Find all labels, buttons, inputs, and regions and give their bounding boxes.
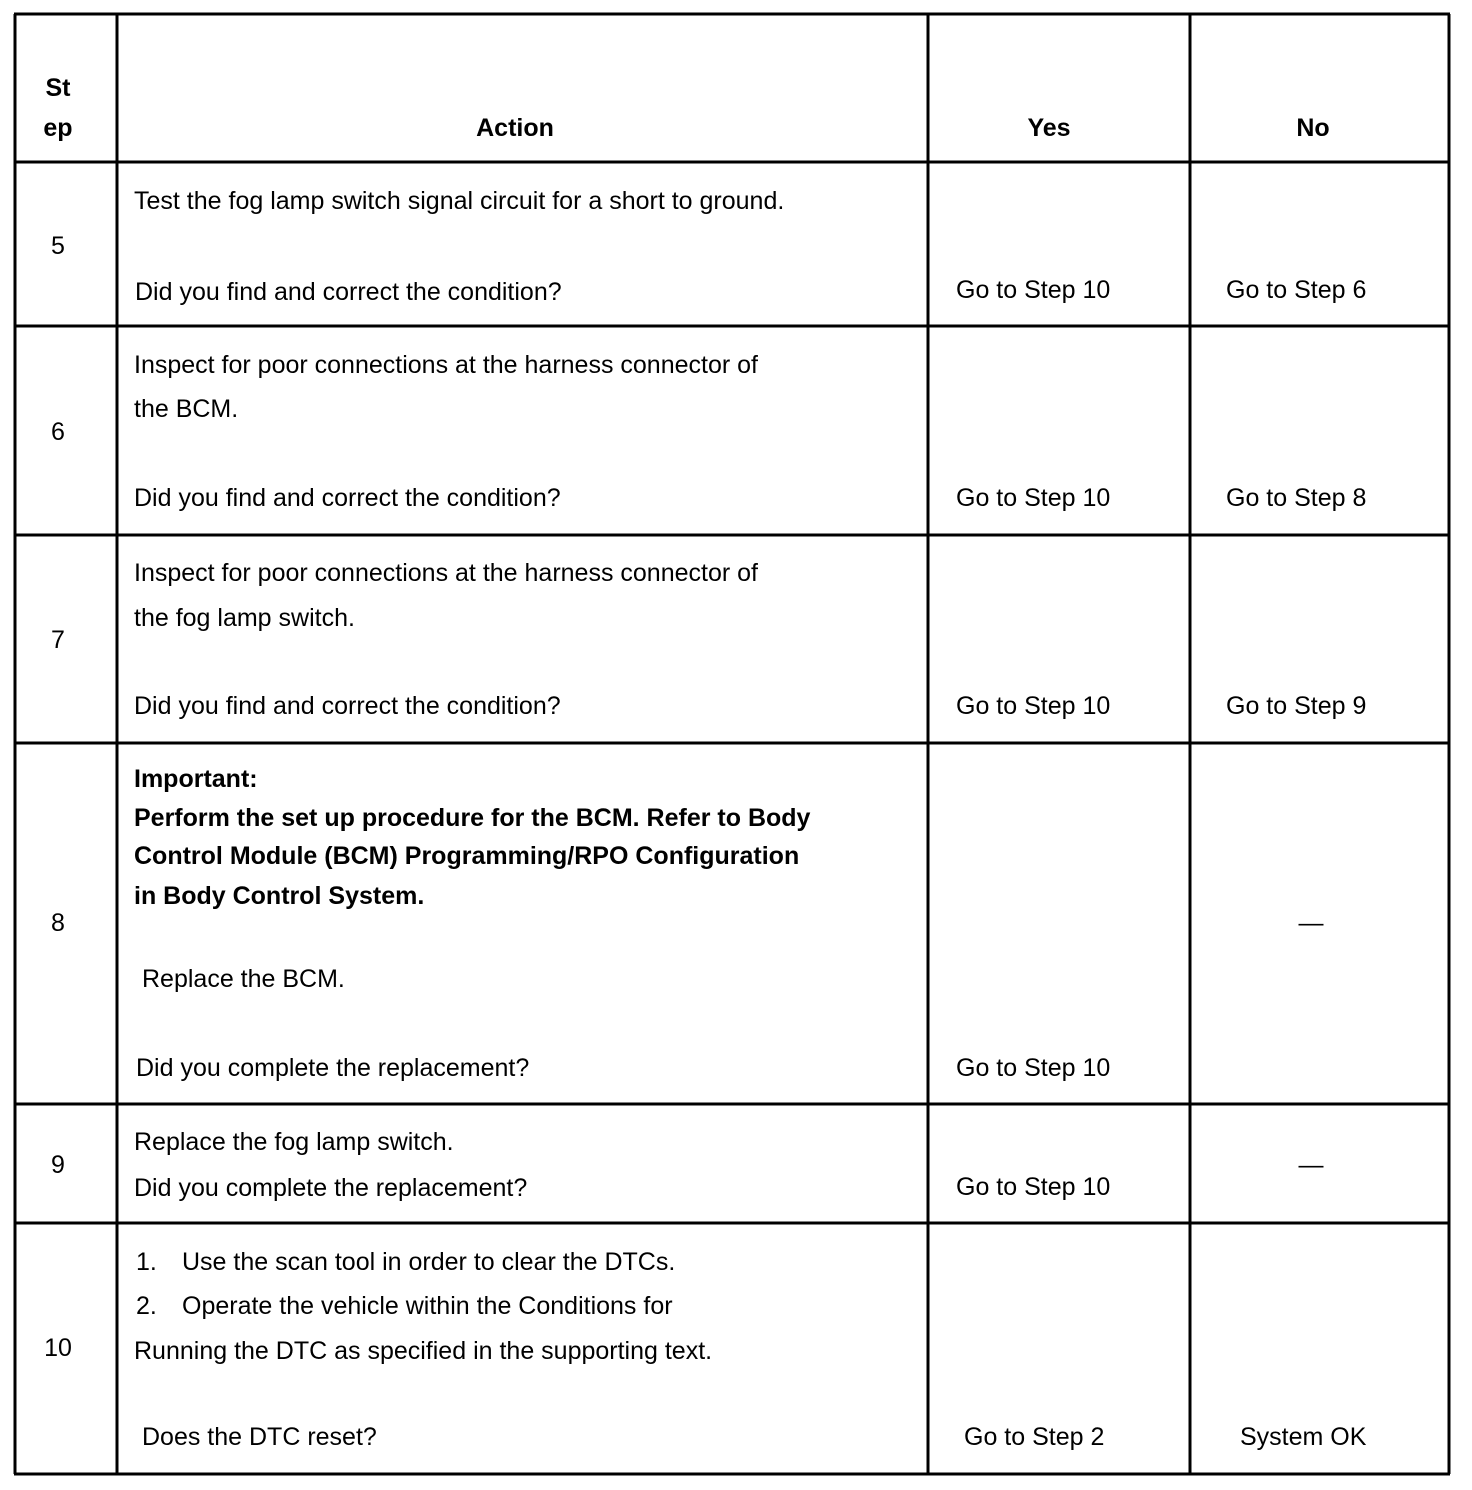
- yes-result: Go to Step 2: [964, 1423, 1105, 1451]
- step-number: 7: [51, 626, 65, 654]
- important-label: Important:: [134, 765, 258, 793]
- action-question: Did you complete the replacement?: [136, 1054, 530, 1082]
- step-number: 8: [51, 909, 65, 937]
- action-text: Running the DTC as specified in the supporting text.: [134, 1337, 713, 1365]
- action-text: Replace the BCM.: [142, 965, 345, 993]
- yes-result: Go to Step 10: [956, 484, 1111, 512]
- action-text: Test the fog lamp switch signal circuit for a short to ground.: [134, 187, 785, 215]
- no-result: System OK: [1240, 1423, 1367, 1451]
- no-result: Go to Step 8: [1226, 484, 1367, 512]
- action-text: Inspect for poor connections at the harness connector of: [134, 351, 758, 379]
- list-number: 1.: [136, 1248, 157, 1276]
- action-question: Did you find and correct the condition?: [134, 692, 561, 720]
- yes-result: Go to Step 10: [956, 1173, 1111, 1201]
- header-no: No: [1296, 114, 1330, 142]
- list-item: Use the scan tool in order to clear the DTCs.: [182, 1248, 676, 1276]
- yes-result: Go to Step 10: [956, 1054, 1111, 1082]
- list-number: 2.: [136, 1292, 157, 1320]
- action-question: Did you find and correct the condition?: [134, 484, 561, 512]
- step-number: 10: [44, 1334, 72, 1362]
- no-result: —: [1298, 1151, 1324, 1179]
- action-text: the fog lamp switch.: [134, 604, 355, 632]
- yes-result: Go to Step 10: [956, 692, 1111, 720]
- header-action: Action: [476, 114, 554, 142]
- yes-result: Go to Step 10: [956, 276, 1111, 304]
- action-text: Replace the fog lamp switch.: [134, 1128, 454, 1156]
- action-question: Does the DTC reset?: [142, 1423, 377, 1451]
- header-step-line2: ep: [43, 114, 73, 142]
- list-item: Operate the vehicle within the Conditions for: [182, 1292, 673, 1320]
- important-note: Perform the set up procedure for the BCM. Refer to Body: [134, 804, 811, 832]
- step-number: 6: [51, 418, 65, 446]
- no-result: Go to Step 6: [1226, 276, 1367, 304]
- no-result: Go to Step 9: [1226, 692, 1367, 720]
- important-note: in Body Control System.: [134, 882, 425, 910]
- action-question: Did you complete the replacement?: [134, 1174, 528, 1202]
- action-text: Inspect for poor connections at the harness connector of: [134, 559, 758, 587]
- important-note: Control Module (BCM) Programming/RPO Configuration: [134, 842, 800, 870]
- header-step-line1: St: [45, 74, 71, 102]
- step-number: 9: [51, 1151, 65, 1179]
- action-question: Did you find and correct the condition?: [135, 278, 562, 306]
- header-yes: Yes: [1027, 114, 1071, 142]
- step-number: 5: [51, 232, 65, 260]
- action-text: the BCM.: [134, 395, 239, 423]
- no-result: —: [1298, 909, 1324, 937]
